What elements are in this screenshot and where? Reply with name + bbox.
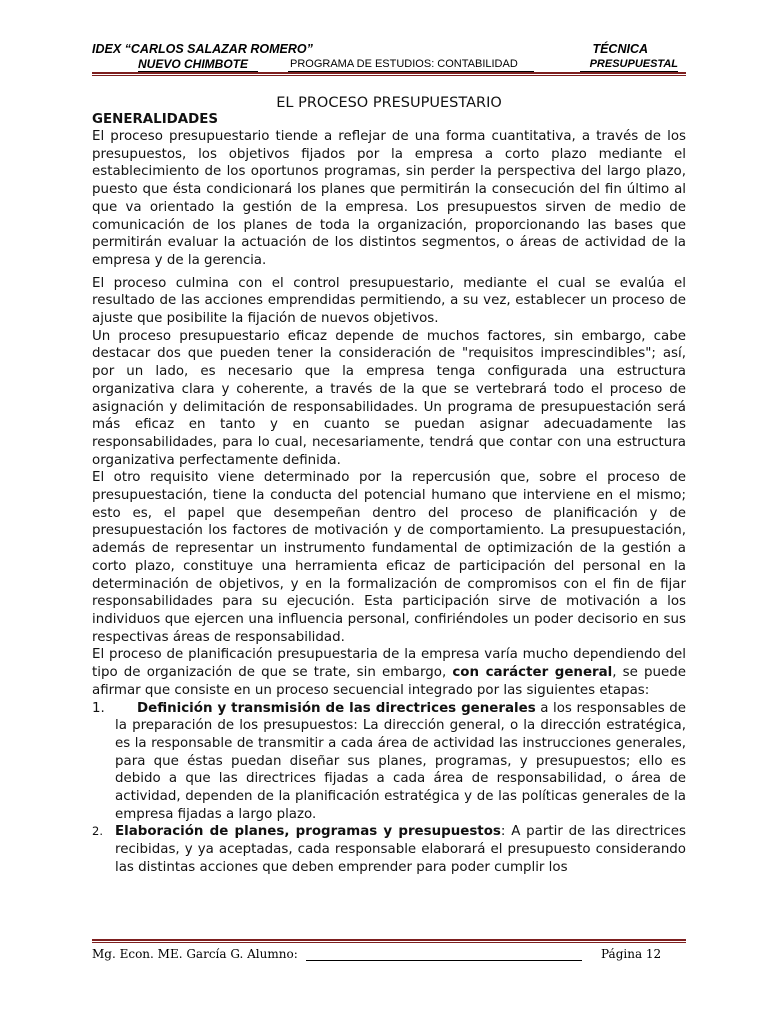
footer-author: Mg. Econ. ME. García G. Alumno: (92, 947, 298, 961)
institution-name: IDEX “CARLOS SALAZAR ROMERO” (92, 42, 313, 56)
list-item-heading: Elaboración de planes, programas y presupuestos (115, 824, 501, 840)
list-item (92, 700, 686, 824)
page-number: Página 12 (601, 947, 662, 961)
paragraph-1: El proceso presupuestario tiende a reflejar de una forma cuantitativa, a través de los presupuestos, los objetivos fijados por la empresa a corto plazo mediante el establecimiento de los oportunos programas, sin perder la perspectiva del largo plazo, puesto que ésta condicionará los planes que permitirán la consecución del fin último al que va orientado la gestión de la empresa. Los presupuestos sirven de medio de comunicación de los planes de toda la organización, proporcionando las bases que permitirán evaluar la actuación de los distintos segmentos, o áreas de actividad de la empresa y de la gerencia. (92, 129, 686, 268)
paragraph-3: Un proceso presupuestario eficaz depende de muchos factores, sin embargo, cabe destacar dos que pueden tener la consideración de "requisitos imprescindibles"; así, por un lado, es necesario que la empresa tenga configurada una estructura organizativa clara y coherente, a través de la que se vertebrará todo el proceso de asignación y delimitación de responsabilidades. Un programa de presupuestación será más eficaz en tanto y en cuanto se puedan asignar adecuadamente las responsabilidades, para lo cual, necesariamente, tendrá que contar con una estructura organizativa perfectamente definida. (92, 328, 686, 468)
location-label: NUEVO CHIMBOTE (138, 57, 249, 71)
document-title: EL PROCESO PRESUPUESTARIO (276, 95, 502, 111)
page-header-bottom (92, 57, 678, 72)
paragraph-2: El proceso culmina con el control presupuestario, mediante el cual se evalúa el resultado de las acciones emprendidas permitiendo, a su vez, establecer un proceso de ajuste que posibilite la fijación de nuevos objetivos. (92, 275, 686, 327)
subject-label: PRESUPUESTAL (589, 58, 678, 70)
list-item-text: : A partir de las directrices recibidas, y ya aceptadas, cada responsable elaborará el presupuesto considerando las distintas acciones que deben emprender para poder cumplir los (115, 824, 686, 875)
footer-rule (92, 939, 686, 943)
list-item-number: 2. (92, 824, 103, 839)
document-body (92, 94, 686, 877)
program-label: PROGRAMA DE ESTUDIOS: CONTABILIDAD (290, 58, 518, 70)
header-rule (92, 72, 686, 76)
page-footer (92, 947, 686, 965)
header-technical-label: TÉCNICA (592, 42, 648, 56)
page-header-top (92, 42, 648, 58)
list-item-number: 1. (92, 700, 105, 716)
paragraph-4: El otro requisito viene determinado por la repercusión que, sobre el proceso de presupuestación, tiene la conducta del potencial humano que interviene en el mismo; esto es, el papel que desempeñan dentro del proceso de planificación y de presupuestación los factores de motivación y de comportamiento. La presupuestación, además de representar un instrumento fundamental de optimización de la gestión a corto plazo, constituye una herramienta eficaz de participación del personal en la determinación de objetivos, y en la formalización de compromisos con el fin de fijar responsabilidades para su ejecución. Esta participación sirve de motivación a los individuos que ejercen una influencia personal, confiriéndoles un poder decisorio en sus respectivas áreas de responsabilidad. (92, 470, 686, 645)
student-name-line (306, 960, 582, 961)
paragraph-5: El proceso de planificación presupuestaria de la empresa varía mucho dependiendo del tipo de organización de que se trate, sin embargo, con carácter general, se puede afirmar que consiste en un proceso secuencial integrado por las siguientes etapas: (92, 647, 686, 698)
list-item (92, 823, 686, 876)
list-item-heading: Definición y transmisión de las directrices generales (137, 700, 536, 716)
section-heading: GENERALIDADES (92, 112, 219, 127)
list-item-text: a los responsables de la preparación de los presupuestos: La dirección general, o la dirección estratégica, es la responsable de transmitir a cada área de actividad las instrucciones generales, para que éstas puedan diseñar sus planes, programas, y presupuestos; ello es debido a que las directrices fijadas a cada área de responsabilidad, o área de actividad, dependen de la planificación estratégica y de las políticas generales de la empresa fijadas a largo plazo. (115, 700, 686, 822)
